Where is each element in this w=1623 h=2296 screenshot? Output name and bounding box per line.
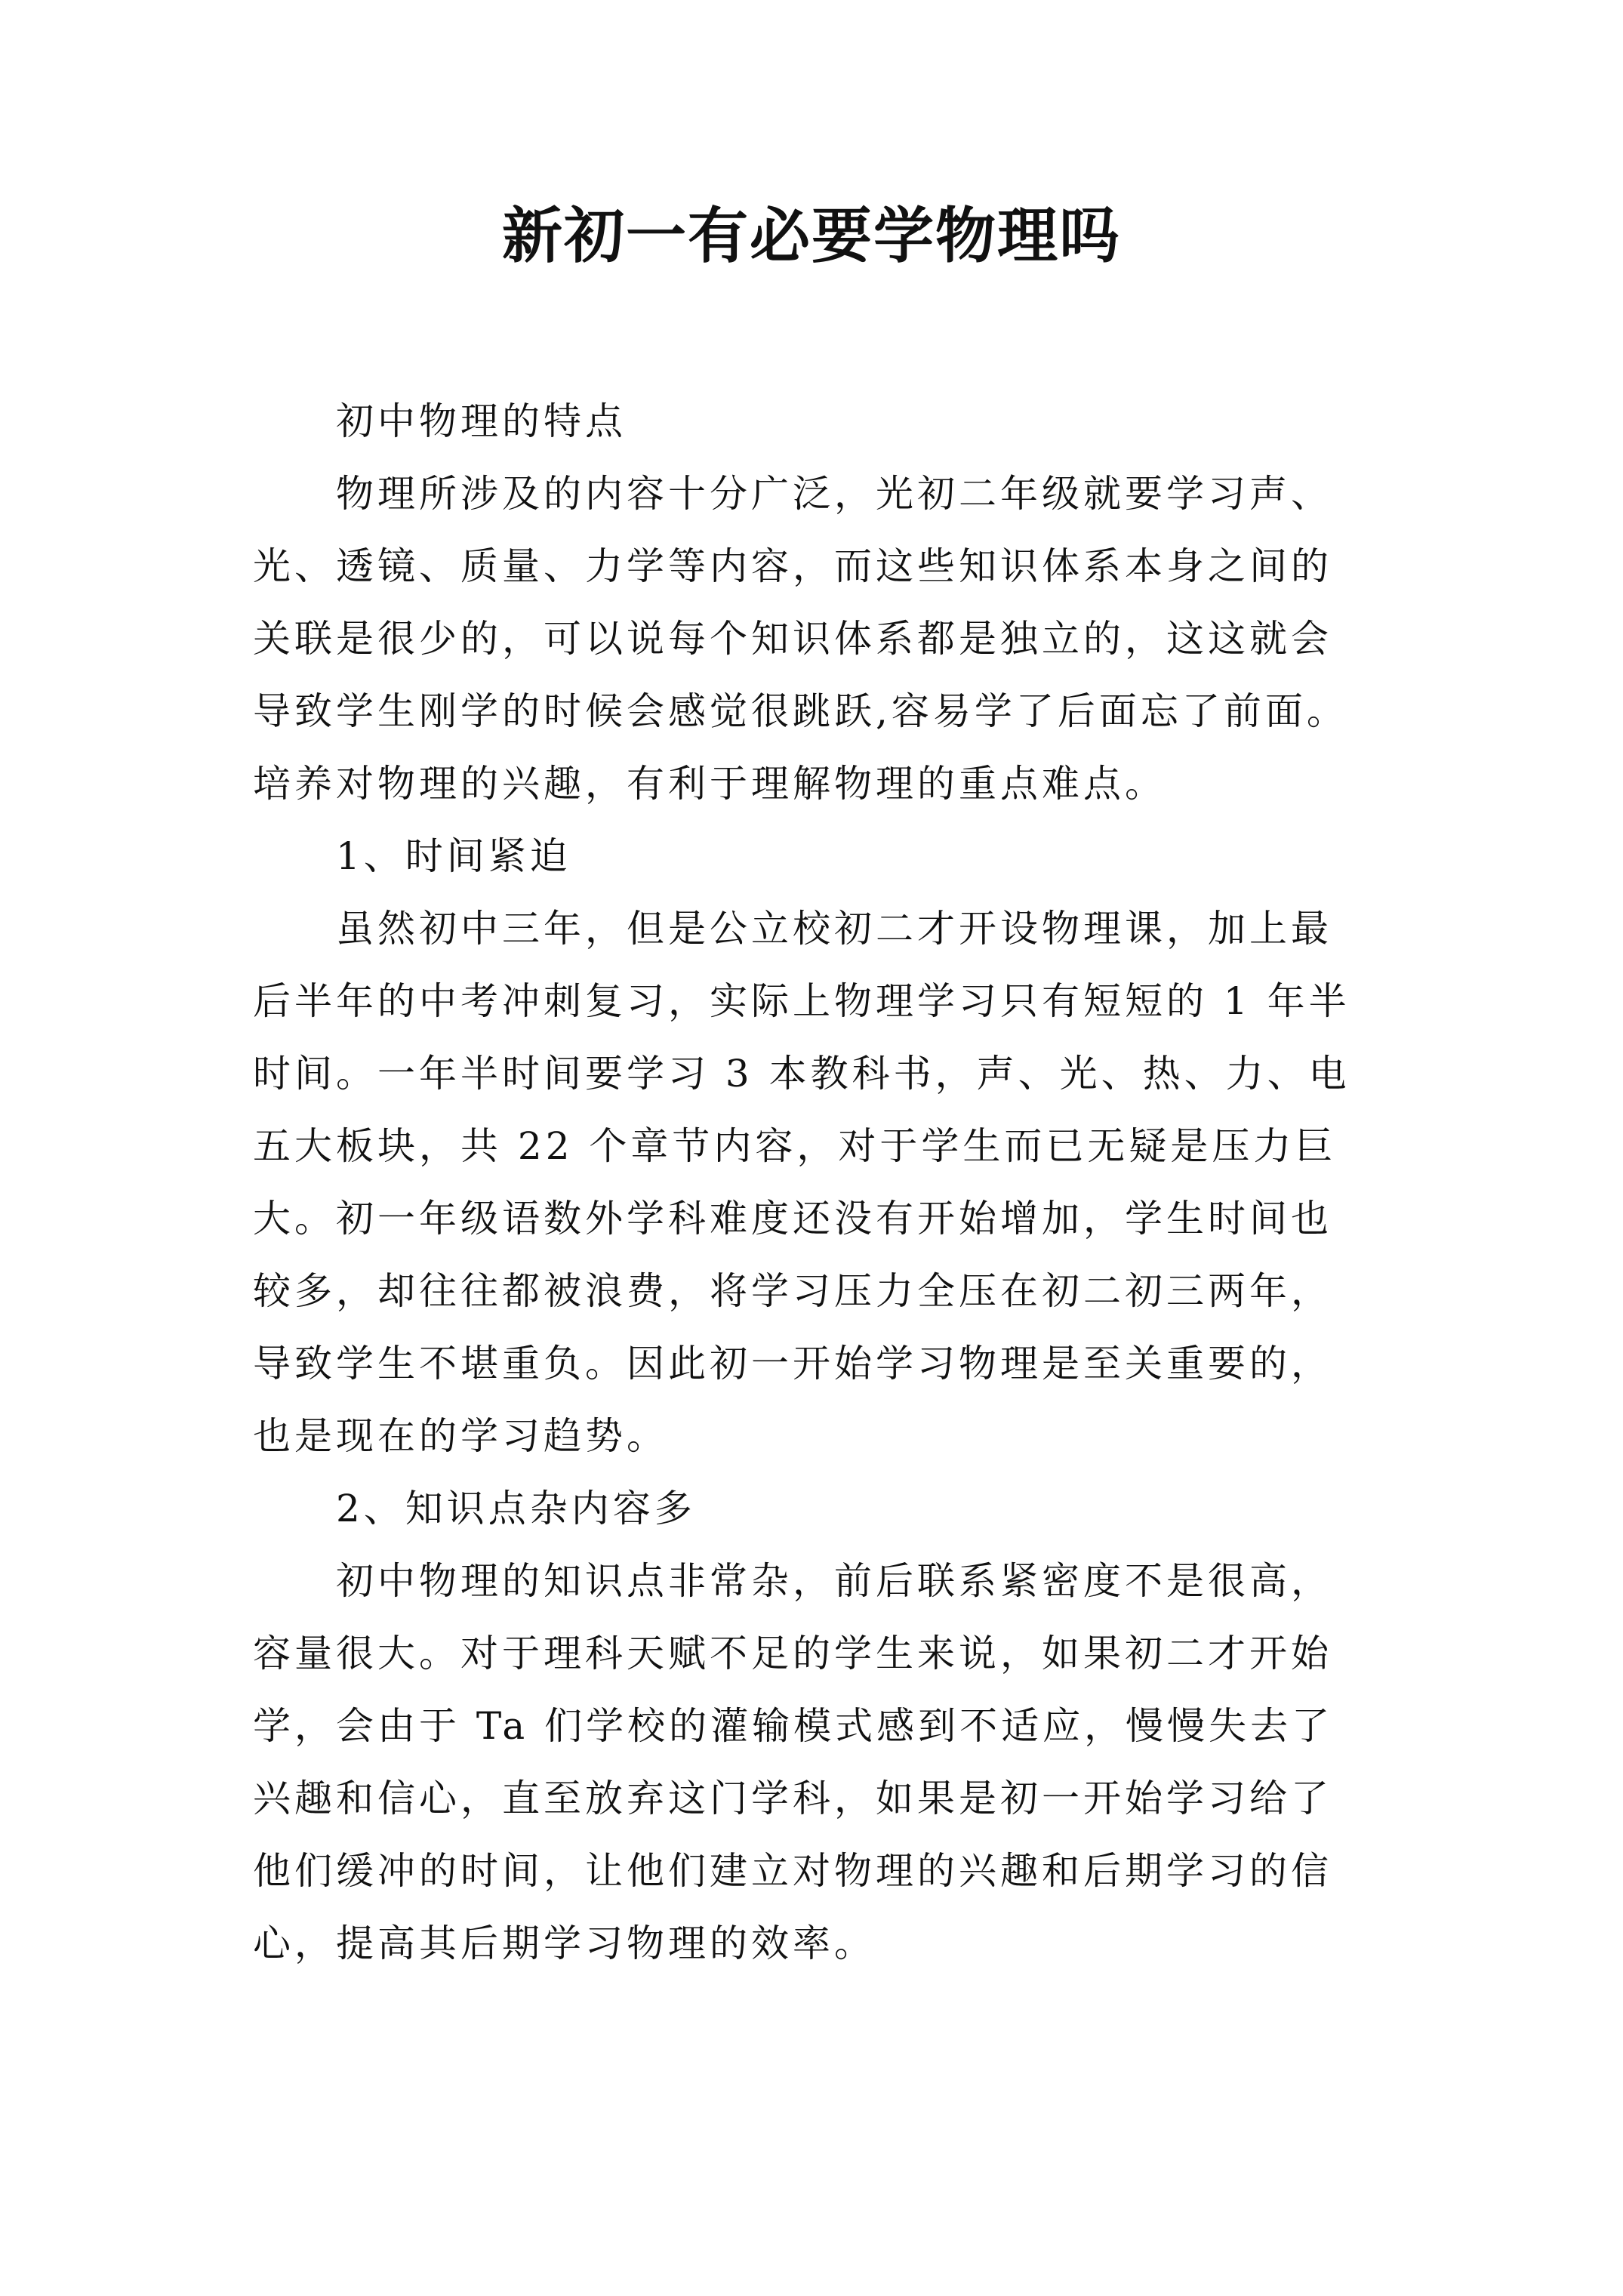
text-line: 培养对物理的兴趣，有利于理解物理的重点难点。 (253, 762, 1166, 806)
text-line: 容量很大。对于理科天赋不足的学生来说，如果初二才开始 (253, 1632, 1332, 1675)
text-line: 导致学生刚学的时候会感觉很跳跃,容易学了后面忘了前面。 (253, 689, 1348, 733)
text-line: 他们缓冲的时间，让他们建立对物理的兴趣和后期学习的信 (253, 1849, 1332, 1893)
text-line: 物理所涉及的内容十分广泛，光初二年级就要学习声、 (336, 472, 1332, 516)
text-line: 五大板块，共 22 个章节内容，对于学生而已无疑是压力巨 (253, 1124, 1337, 1168)
text-line: 后半年的中考冲刺复习，实际上物理学习只有短短的 1 年半 (253, 979, 1350, 1023)
text-line: 初中物理的知识点非常杂，前后联系紧密度不是很高， (336, 1559, 1332, 1603)
text-line: 关联是很少的，可以说每个知识体系都是独立的，这这就会 (253, 617, 1332, 661)
document-title: 新初一有必要学物理吗 (502, 200, 1121, 271)
text-line: 学，会由于 Ta 们学校的灌输模式感到不适应，慢慢失去了 (253, 1704, 1334, 1748)
text-line: 心，提高其后期学习物理的效率。 (253, 1922, 876, 1965)
text-line: 导致学生不堪重负。因此初一开始学习物理是至关重要的， (253, 1342, 1332, 1385)
text-line: 时间。一年半时间要学习 3 本教科书，声、光、热、力、电 (253, 1052, 1350, 1096)
text-line: 虽然初中三年，但是公立校初二才开设物理课，加上最 (336, 907, 1332, 951)
text-line: 兴趣和信心，直至放弃这门学科，如果是初一开始学习给了 (253, 1777, 1332, 1820)
text-line: 1、时间紧迫 (336, 834, 571, 878)
text-line: 较多，却往往都被浪费，将学习压力全压在初二初三两年， (253, 1269, 1332, 1313)
text-line: 光、透镜、质量、力学等内容，而这些知识体系本身之间的 (253, 544, 1332, 588)
text-line: 大。初一年级语数外学科难度还没有开始增加，学生时间也 (253, 1197, 1332, 1240)
text-line: 2、知识点杂内容多 (336, 1487, 696, 1530)
text-line: 初中物理的特点 (336, 399, 627, 443)
text-line: 也是现在的学习趋势。 (253, 1414, 668, 1458)
document-body (253, 385, 1400, 1980)
